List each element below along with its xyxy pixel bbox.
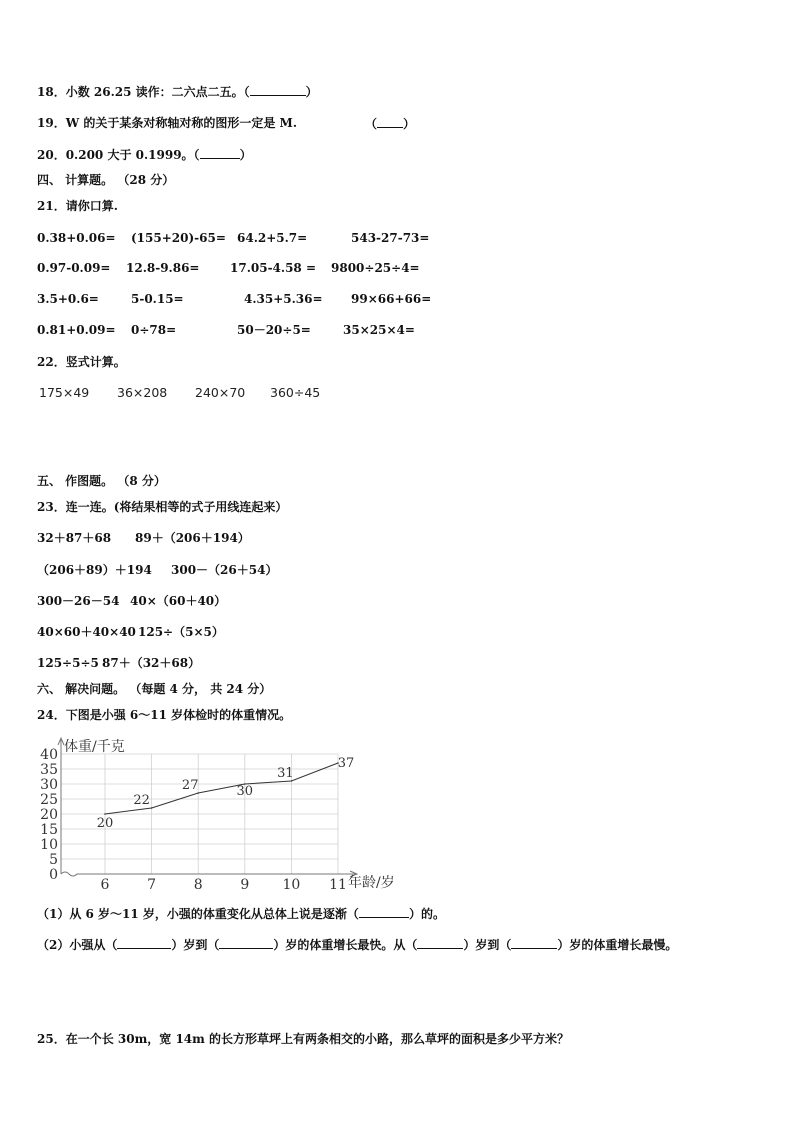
question-24-2-text-c: ）岁的体重增长最快。从（ bbox=[273, 938, 418, 952]
data-point bbox=[151, 807, 153, 809]
connect-left-1[interactable]: 32＋87＋68 bbox=[37, 531, 112, 545]
question-21: 21．请你口算. bbox=[37, 199, 118, 213]
vertical-calc-3: 240×70 bbox=[195, 385, 246, 400]
x-tick-label: 9 bbox=[240, 877, 250, 893]
x-tick-label: 6 bbox=[100, 877, 110, 893]
question-18 bbox=[37, 83, 318, 100]
question-24-2-text-d: ）岁到（ bbox=[463, 938, 512, 952]
data-label: 30 bbox=[236, 784, 254, 799]
mental-r1-c4: 543-27-73= bbox=[351, 231, 430, 245]
mental-r2-c2: 12.8-9.86= bbox=[126, 261, 200, 275]
mental-r1-c2: (155+20)-65= bbox=[131, 231, 226, 245]
x-tick-label: 8 bbox=[193, 877, 203, 893]
question-24-2 bbox=[37, 936, 677, 953]
connect-right-5[interactable]: 87＋（32＋68） bbox=[102, 656, 201, 670]
mental-r2-c1: 0.97-0.09= bbox=[37, 261, 111, 275]
mental-r4-c2: 0÷78= bbox=[131, 323, 177, 337]
question-24-1-end: ）的。 bbox=[408, 907, 445, 921]
question-24-2-text-a: （2）小强从（ bbox=[37, 938, 118, 952]
data-label: 22 bbox=[133, 793, 150, 808]
section-5-heading: 五、 作图题。 （8 分） bbox=[37, 474, 166, 488]
answer-blank[interactable] bbox=[250, 83, 306, 96]
x-tick-label: 11 bbox=[329, 877, 347, 893]
section-6-heading: 六、 解决问题。 （每题 4 分， 共 24 分） bbox=[37, 682, 272, 696]
section-4-heading: 四、 计算题。 （28 分） bbox=[37, 173, 175, 187]
y-tick-label: 40 bbox=[40, 747, 58, 763]
y-tick-label: 15 bbox=[40, 822, 58, 838]
question-18-close: ） bbox=[305, 85, 318, 99]
question-19 bbox=[37, 115, 297, 131]
data-label: 20 bbox=[96, 816, 114, 831]
connect-right-1[interactable]: 89＋（206＋194） bbox=[135, 531, 250, 545]
x-tick-label: 10 bbox=[282, 877, 301, 893]
question-18-text: 18．小数 26.25 读作：二六点二五。（ bbox=[37, 85, 250, 99]
connect-left-5[interactable]: 125÷5÷5 bbox=[37, 656, 99, 670]
question-25: 25．在一个长 30m，宽 14m 的长方形草坪上有两条相交的小路，那么草坪的面积是多少平方米？ bbox=[37, 1032, 570, 1046]
connect-right-4[interactable]: 125÷（5×5） bbox=[138, 625, 224, 639]
mental-r2-c4: 9800÷25÷4= bbox=[331, 261, 420, 275]
data-point bbox=[104, 813, 106, 815]
question-20-close: ） bbox=[239, 148, 252, 162]
mental-r4-c1: 0.81+0.09= bbox=[37, 323, 116, 337]
question-20 bbox=[37, 146, 252, 163]
y-axis-label: 体重/千克 bbox=[64, 739, 125, 755]
data-label: 31 bbox=[277, 766, 294, 781]
data-label: 37 bbox=[337, 756, 355, 771]
y-tick-label: 5 bbox=[49, 852, 58, 868]
vertical-calc-1: 175×49 bbox=[39, 385, 90, 400]
y-tick-label: 20 bbox=[40, 807, 58, 823]
answer-blank[interactable] bbox=[511, 936, 557, 949]
answer-blank[interactable] bbox=[219, 936, 273, 949]
mental-r3-c4: 99×66+66= bbox=[351, 292, 432, 306]
connect-right-2[interactable]: 300－（26＋54） bbox=[171, 563, 278, 577]
y-tick-label: 30 bbox=[40, 777, 58, 793]
mental-r4-c3: 50－20÷5= bbox=[237, 323, 311, 337]
data-label: 27 bbox=[181, 778, 199, 793]
question-24: 24．下图是小强 6～11 岁体检时的体重情况。 bbox=[37, 708, 292, 722]
question-20-text: 20．0.200 大于 0.1999。（ bbox=[37, 148, 200, 162]
vertical-calc-4: 360÷45 bbox=[270, 385, 321, 400]
question-24-2-text-e: ）岁的体重增长最慢。 bbox=[557, 938, 678, 952]
mental-r4-c4: 35×25×4= bbox=[343, 323, 415, 337]
mental-r2-c3: 17.05-4.58 = bbox=[230, 261, 317, 275]
connect-left-3[interactable]: 300－26－54 bbox=[37, 594, 120, 608]
mental-r1-c3: 64.2+5.7= bbox=[237, 231, 308, 245]
question-24-1-text: （1）从 6 岁～11 岁，小强的体重变化从总体上说是逐渐（ bbox=[37, 907, 359, 921]
answer-blank[interactable] bbox=[200, 146, 240, 159]
question-22: 22．竖式计算。 bbox=[37, 355, 126, 369]
x-axis-label: 年龄/岁 bbox=[348, 875, 395, 891]
y-tick-label: 25 bbox=[40, 792, 58, 808]
answer-blank[interactable] bbox=[359, 905, 409, 918]
question-24-2-text-b: ）岁到（ bbox=[171, 938, 220, 952]
question-23: 23．连一连。(将结果相等的式子用线连起来） bbox=[37, 500, 288, 514]
connect-left-2[interactable]: （206＋89）＋194 bbox=[37, 563, 152, 577]
question-19-answer bbox=[365, 115, 415, 132]
mental-r3-c1: 3.5+0.6= bbox=[37, 292, 99, 306]
answer-blank[interactable] bbox=[377, 115, 403, 128]
weight-line-chart bbox=[30, 733, 420, 893]
x-tick-label: 7 bbox=[147, 877, 157, 893]
mental-r3-c3: 4.35+5.36= bbox=[244, 292, 323, 306]
answer-blank[interactable] bbox=[417, 936, 463, 949]
question-19-text: 19．W 的关于某条对称轴对称的图形一定是 M. bbox=[37, 116, 297, 130]
answer-blank[interactable] bbox=[117, 936, 171, 949]
connect-left-4[interactable]: 40×60＋40×40 bbox=[37, 625, 136, 639]
y-tick-label: 10 bbox=[40, 837, 58, 853]
vertical-calc-2: 36×208 bbox=[117, 385, 168, 400]
y-tick-label: 0 bbox=[49, 867, 58, 883]
mental-r3-c2: 5-0.15= bbox=[131, 292, 184, 306]
question-19-close: ） bbox=[403, 117, 416, 131]
question-19-open: （ bbox=[365, 117, 378, 131]
connect-right-3[interactable]: 40×（60＋40） bbox=[130, 594, 227, 608]
mental-r1-c1: 0.38+0.06= bbox=[37, 231, 116, 245]
question-24-1 bbox=[37, 905, 445, 922]
y-tick-label: 35 bbox=[40, 762, 58, 778]
